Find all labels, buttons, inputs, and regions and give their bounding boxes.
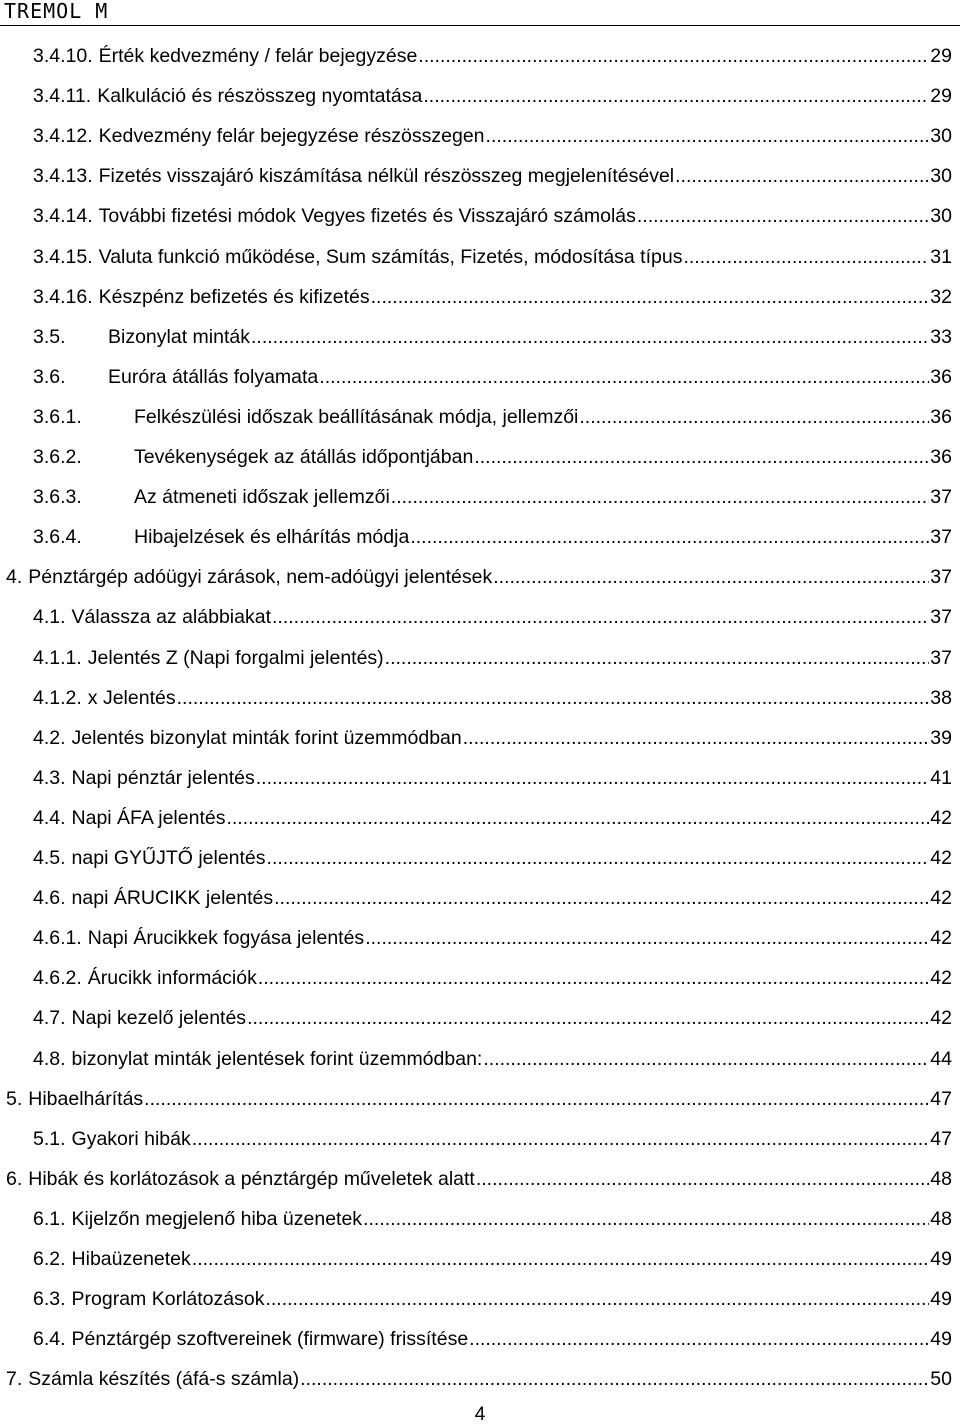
toc-entry-title: Hibaüzenetek	[71, 1247, 191, 1270]
toc-entry[interactable]	[33, 597, 952, 637]
page-number: 4	[474, 1404, 486, 1425]
dot-leader	[256, 766, 930, 790]
toc-entry-page: 42	[930, 846, 952, 869]
toc-entry-title: Pénztárgép szoftvereinek (firmware) frissítése	[71, 1327, 469, 1350]
toc-entry-page: 31	[930, 245, 952, 268]
toc-entry-title: Program Korlátozások	[71, 1287, 265, 1310]
toc-entry-number: 6.1.	[33, 1207, 66, 1230]
toc-entry-title: napi GYŰJTŐ jelentés	[71, 846, 266, 869]
toc-entry[interactable]	[33, 678, 952, 718]
toc-entry[interactable]	[33, 838, 952, 878]
toc-entry[interactable]	[33, 237, 952, 277]
toc-entry[interactable]	[33, 397, 952, 437]
toc-entry-page: 30	[930, 204, 952, 227]
toc-entry[interactable]	[33, 1319, 952, 1359]
toc-entry[interactable]	[6, 557, 952, 597]
toc-entry-title: További fizetési módok Vegyes fizetés és Visszajáró számolás	[98, 204, 636, 227]
toc-entry-title: Jelentés bizonylat minták forint üzemmódban	[71, 726, 462, 749]
dot-leader	[683, 245, 929, 269]
toc-entry-title: Készpénz befizetés és kifizetés	[98, 285, 370, 308]
dot-leader	[177, 686, 930, 710]
toc-entry-number: 3.6.2.	[33, 445, 82, 468]
toc-entry-number: 4.7.	[33, 1006, 66, 1029]
toc-entry-title: Kijelzőn megjelenő hiba üzenetek	[71, 1207, 363, 1230]
toc-entry-page: 42	[930, 966, 952, 989]
toc-entry-number: 4.6.2.	[33, 966, 82, 989]
toc-entry-title: Válassza az alábbiakat	[71, 605, 271, 628]
toc-entry-title: Euróra átállás folyamata	[108, 365, 319, 388]
toc-entry[interactable]	[6, 1359, 952, 1399]
toc-entry-page: 37	[930, 485, 952, 508]
toc-entry-number: 7.	[6, 1367, 23, 1390]
toc-entry-number: 5.	[6, 1087, 23, 1110]
toc-entry[interactable]	[33, 76, 952, 116]
toc-entry[interactable]	[33, 638, 952, 678]
toc-entry-number: 6.	[6, 1167, 23, 1190]
toc-entry[interactable]	[33, 517, 952, 557]
toc-entry[interactable]	[6, 1079, 952, 1119]
toc-entry-number: 4.	[6, 565, 23, 588]
dot-leader	[363, 1207, 929, 1231]
toc-entry-title: Hibák és korlátozások a pénztárgép műveletek alatt	[28, 1167, 475, 1190]
toc-entry-page: 48	[930, 1167, 952, 1190]
dot-leader	[247, 1006, 929, 1030]
toc-entry-title: Kedvezmény felár bejegyzése részösszegen	[98, 124, 485, 147]
toc-entry-title: Árucikk információk	[87, 966, 257, 989]
toc-entry-title: Napi ÁFA jelentés	[71, 806, 226, 829]
toc-entry-title: Számla készítés (áfá-s számla)	[28, 1367, 300, 1390]
toc-entry-page: 39	[930, 726, 952, 749]
toc-entry-page: 42	[930, 886, 952, 909]
toc-entry[interactable]	[33, 437, 952, 477]
dot-leader	[144, 1087, 929, 1111]
dot-leader	[274, 886, 929, 910]
toc-entry[interactable]	[33, 758, 952, 798]
toc-entry-number: 4.1.	[33, 605, 66, 628]
toc-entry-title: Kalkuláció és részösszeg nyomtatása	[97, 84, 423, 107]
toc-entry-number: 6.4.	[33, 1327, 66, 1350]
header-rule	[0, 25, 960, 26]
toc-entry[interactable]	[33, 357, 952, 397]
toc-entry[interactable]	[33, 317, 952, 357]
toc-entry-title: Pénztárgép adóügyi zárások, nem-adóügyi jelentések	[28, 565, 493, 588]
toc-entry-number: 4.2.	[33, 726, 66, 749]
toc-entry[interactable]	[33, 477, 952, 517]
toc-entry-title: Felkészülési időszak beállításának módja, jellemzői	[134, 405, 579, 428]
toc-entry[interactable]	[33, 918, 952, 958]
toc-entry-title: Gyakori hibák	[71, 1127, 191, 1150]
toc-entry-number: 4.1.1.	[33, 646, 82, 669]
toc-entry[interactable]	[33, 1239, 952, 1279]
toc-entry-number: 6.3.	[33, 1287, 66, 1310]
toc-entry-title: Napi kezelő jelentés	[71, 1006, 247, 1029]
toc-entry-title: Napi Árucikkek fogyása jelentés	[87, 926, 365, 949]
dot-leader	[371, 285, 930, 309]
dot-leader	[463, 726, 930, 750]
dot-leader	[385, 646, 930, 670]
toc-entry-title: bizonylat minták jelentések forint üzemmódban:	[71, 1047, 483, 1070]
toc-entry-title: Bizonylat minták	[108, 325, 250, 348]
dot-leader	[418, 44, 929, 68]
toc-entry[interactable]	[33, 1039, 952, 1079]
toc-entry[interactable]	[33, 1119, 952, 1159]
toc-entry[interactable]	[33, 998, 952, 1038]
toc-entry-page: 38	[930, 686, 952, 709]
toc-entry-page: 48	[930, 1207, 952, 1230]
toc-entry-number: 4.1.2.	[33, 686, 82, 709]
toc-entry-page: 47	[930, 1127, 952, 1150]
toc-entry-title: Hibaelhárítás	[28, 1087, 144, 1110]
toc-entry-number: 6.2.	[33, 1247, 66, 1270]
toc-entry-page: 37	[930, 525, 952, 548]
toc-entry-number: 3.4.13.	[33, 164, 93, 187]
toc-entry-title: Az átmeneti időszak jellemzői	[134, 485, 390, 508]
toc-entry-page: 29	[930, 84, 952, 107]
toc-entry[interactable]	[33, 1279, 952, 1319]
dot-leader	[226, 806, 929, 830]
toc-entry-number: 5.1.	[33, 1127, 66, 1150]
dot-leader	[474, 445, 929, 469]
toc-entry-page: 42	[930, 1006, 952, 1029]
toc-entry-number: 3.4.12.	[33, 124, 93, 147]
toc-entry-page: 42	[930, 806, 952, 829]
dot-leader	[423, 84, 929, 108]
toc-entry-page: 37	[930, 646, 952, 669]
toc-entry[interactable]	[33, 1199, 952, 1239]
toc-entry-number: 3.6.4.	[33, 525, 82, 548]
toc-entry-number: 3.5.	[33, 325, 66, 348]
dot-leader	[675, 164, 929, 188]
dot-leader	[391, 485, 930, 509]
toc-entry-page: 47	[930, 1087, 952, 1110]
toc-entry[interactable]	[33, 116, 952, 156]
toc-entry-title: Fizetés visszajáró kiszámítása nélkül részösszeg megjelenítésével	[98, 164, 675, 187]
toc-entry-page: 32	[930, 285, 952, 308]
dot-leader	[251, 325, 929, 349]
dot-leader	[272, 605, 929, 629]
toc-entry-page: 36	[930, 365, 952, 388]
toc-entry-number: 4.6.1.	[33, 926, 82, 949]
toc-entry-page: 33	[930, 325, 952, 348]
toc-entry-page: 42	[930, 926, 952, 949]
dot-leader	[319, 365, 929, 389]
dot-leader	[410, 525, 929, 549]
dot-leader	[486, 124, 930, 148]
toc-entry-page: 29	[930, 44, 952, 67]
toc-entry-page: 44	[930, 1047, 952, 1070]
toc-entry-page: 49	[930, 1247, 952, 1270]
toc-entry-page: 37	[930, 565, 952, 588]
toc-entry-title: Érték kedvezmény / felár bejegyzése	[98, 44, 418, 67]
toc-entry[interactable]	[33, 156, 952, 196]
dot-leader	[192, 1127, 930, 1151]
toc-entry-number: 3.6.1.	[33, 405, 82, 428]
dot-leader	[258, 966, 929, 990]
toc-entry[interactable]	[33, 196, 952, 236]
toc-entry-page: 50	[930, 1367, 952, 1390]
dot-leader	[265, 1287, 929, 1311]
toc-entry-number: 3.6.	[33, 365, 66, 388]
toc-entry-title: Napi pénztár jelentés	[71, 766, 255, 789]
toc-entry-title: Valuta funkció működése, Sum számítás, Fizetés, módosítása típus	[98, 245, 683, 268]
dot-leader	[637, 204, 929, 228]
toc-entry[interactable]	[33, 958, 952, 998]
dot-leader	[192, 1247, 930, 1271]
dot-leader	[469, 1327, 929, 1351]
toc-entry[interactable]	[6, 1159, 952, 1199]
toc-entry-page: 36	[930, 405, 952, 428]
running-header: TREMOL M	[4, 0, 109, 23]
toc-entry-number: 3.4.10.	[33, 44, 93, 67]
toc-entry-number: 3.4.15.	[33, 245, 93, 268]
toc-entry-number: 3.4.14.	[33, 204, 93, 227]
toc-entry-page: 41	[930, 766, 952, 789]
toc-entry-number: 4.6.	[33, 886, 66, 909]
dot-leader	[300, 1367, 929, 1391]
toc-entry-title: Tevékenységek az átállás időpontjában	[134, 445, 474, 468]
toc-entry-number: 4.4.	[33, 806, 66, 829]
toc-entry-number: 4.3.	[33, 766, 66, 789]
toc-entry-page: 37	[930, 605, 952, 628]
toc-entry[interactable]	[33, 878, 952, 918]
toc-entry-number: 4.8.	[33, 1047, 66, 1070]
toc-entry[interactable]	[33, 798, 952, 838]
dot-leader	[267, 846, 930, 870]
dot-leader	[476, 1167, 929, 1191]
dot-leader	[579, 405, 929, 429]
toc-entry-page: 36	[930, 445, 952, 468]
toc-entry-title: napi ÁRUCIKK jelentés	[71, 886, 274, 909]
toc-entry-page: 30	[930, 124, 952, 147]
toc-entry-number: 3.4.11.	[33, 84, 92, 107]
toc-entry-number: 3.4.16.	[33, 285, 93, 308]
toc-entry-number: 4.5.	[33, 846, 66, 869]
toc-entry[interactable]	[33, 36, 952, 76]
toc-entry[interactable]	[33, 277, 952, 317]
toc-entry-number: 3.6.3.	[33, 485, 82, 508]
dot-leader	[493, 565, 929, 589]
toc-entry-title: Hibajelzések és elhárítás módja	[134, 525, 410, 548]
dot-leader	[365, 926, 929, 950]
toc-entry-page: 30	[930, 164, 952, 187]
toc-entry[interactable]	[33, 718, 952, 758]
dot-leader	[483, 1047, 929, 1071]
toc-entry-page: 49	[930, 1287, 952, 1310]
toc-entry-page: 49	[930, 1327, 952, 1350]
toc-entry-title: x Jelentés	[87, 686, 176, 709]
toc-entry-title: Jelentés Z (Napi forgalmi jelentés)	[87, 646, 384, 669]
